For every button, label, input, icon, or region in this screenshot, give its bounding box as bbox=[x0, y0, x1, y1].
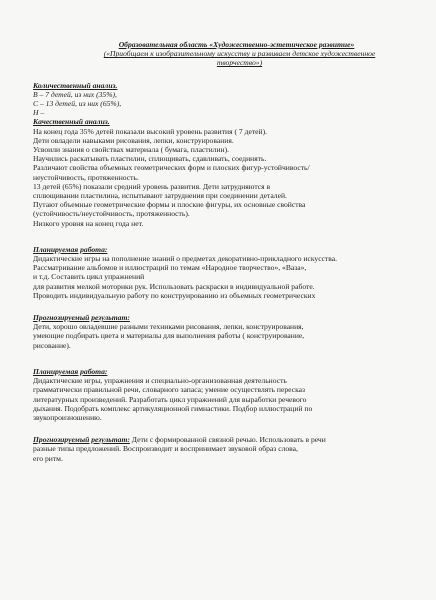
planned-work-line: и т.д. Составить цикл упражнений bbox=[33, 272, 145, 282]
expected-result-line: умеющие подбирать цвета и материалы для выполнения работы ( конструирование, bbox=[33, 331, 305, 341]
planned-work-line: литературных произведений. Разработать цикл упражнений для выработки речевого bbox=[33, 394, 307, 404]
quantitative-line: В – 7 детей, из них (35%), bbox=[33, 89, 117, 99]
expected-result-line: рисование). bbox=[33, 340, 71, 350]
planned-work-heading-2: Планируемая работа: bbox=[33, 366, 108, 376]
quantitative-line: Н – bbox=[33, 108, 45, 118]
qualitative-line: сплющивании пластилина, испытывают затруднения при соединении деталей. bbox=[33, 191, 287, 201]
expected-result-line-2 bbox=[33, 435, 428, 444]
planned-work-line: для развития мелкой моторики рук. Использовать раскраски в индивидуальной работе. bbox=[33, 281, 315, 291]
expected-result-line: его ритм. bbox=[33, 453, 63, 463]
expected-result-text: Дети с формированной связной речью. Использовать в речи bbox=[129, 435, 326, 445]
planned-work-line: Дидактические игры на пополнение знаний о предметах декоративно-прикладного искусства. bbox=[33, 254, 338, 264]
expected-result-line: разные типы предложений. Воспроизводит и воспринимает звуковой образ слова, bbox=[33, 444, 298, 454]
document-title: Образовательная область «Художественно-эстетическое развитие» bbox=[118, 40, 355, 49]
qualitative-line: (устойчивость/неустойчивость, протяженность). bbox=[33, 209, 190, 219]
planned-work-heading: Планируемая работа: bbox=[33, 244, 108, 254]
qualitative-line: неустойчивость, протяженность. bbox=[33, 172, 139, 182]
qualitative-line: Различают свойства объемных геометрических форм и плоских фигур-устойчивость/ bbox=[33, 163, 310, 173]
expected-result-heading: Прогнозируемый результат: bbox=[33, 313, 130, 323]
qualitative-line: 13 детей (65%) показали средний уровень развития. Дети затрудняются в bbox=[33, 181, 271, 191]
quantitative-analysis-heading: Количественный анализ. bbox=[33, 80, 118, 90]
expected-result-heading-2: Прогнозируемый результат: bbox=[33, 435, 130, 445]
qualitative-line: Научились раскатывать пластилин, сплющивать, сдавливать, соединять. bbox=[33, 154, 267, 164]
document-subtitle-line-2: творчество») bbox=[216, 58, 263, 68]
expected-result-line: Дети, хорошо овладевшие разными техниками рисования, лепки, конструирования, bbox=[33, 322, 304, 332]
document-subtitle-line-1: («Приобщаем к изобразительному искусству и развиваем детское художественное bbox=[103, 49, 376, 59]
planned-work-line: Дидактические игры, упражнения и специально-организованная деятельность bbox=[33, 376, 287, 386]
qualitative-analysis-heading: Качественный анализ. bbox=[33, 117, 110, 127]
planned-work-line: грамматически правильной речи, словарного запаса; умение осуществлять пересказ bbox=[33, 385, 306, 395]
planned-work-line: Проводить индивидуальную работу по конструированию из объемных геометрических bbox=[33, 290, 316, 300]
qualitative-line: Усвоили знания о свойствах материала ( бумага, пластилин). bbox=[33, 145, 230, 155]
qualitative-line: Путают объемные геометрические формы и плоские фигуры, их основные свойства bbox=[33, 200, 306, 210]
document-body bbox=[33, 40, 428, 463]
qualitative-line: Дети овладели навыками рисования, лепки, конструирования. bbox=[33, 135, 234, 145]
planned-work-line: дыхания. Подобрать комплекс артикуляционной гимнастики. Подбор иллюстраций по bbox=[33, 403, 313, 413]
qualitative-line: На конец года 35% детей показали высокий уровень развития ( 7 детей). bbox=[33, 126, 268, 136]
planned-work-line: звукопроизношению. bbox=[33, 412, 102, 422]
quantitative-line: С – 13 детей, из них (65%), bbox=[33, 99, 122, 109]
qualitative-line: Низкого уровня на конец года нет. bbox=[33, 218, 144, 228]
planned-work-line: Рассматривание альбомов и иллюстраций по темам «Народное творчество», «Ваза», bbox=[33, 263, 307, 273]
